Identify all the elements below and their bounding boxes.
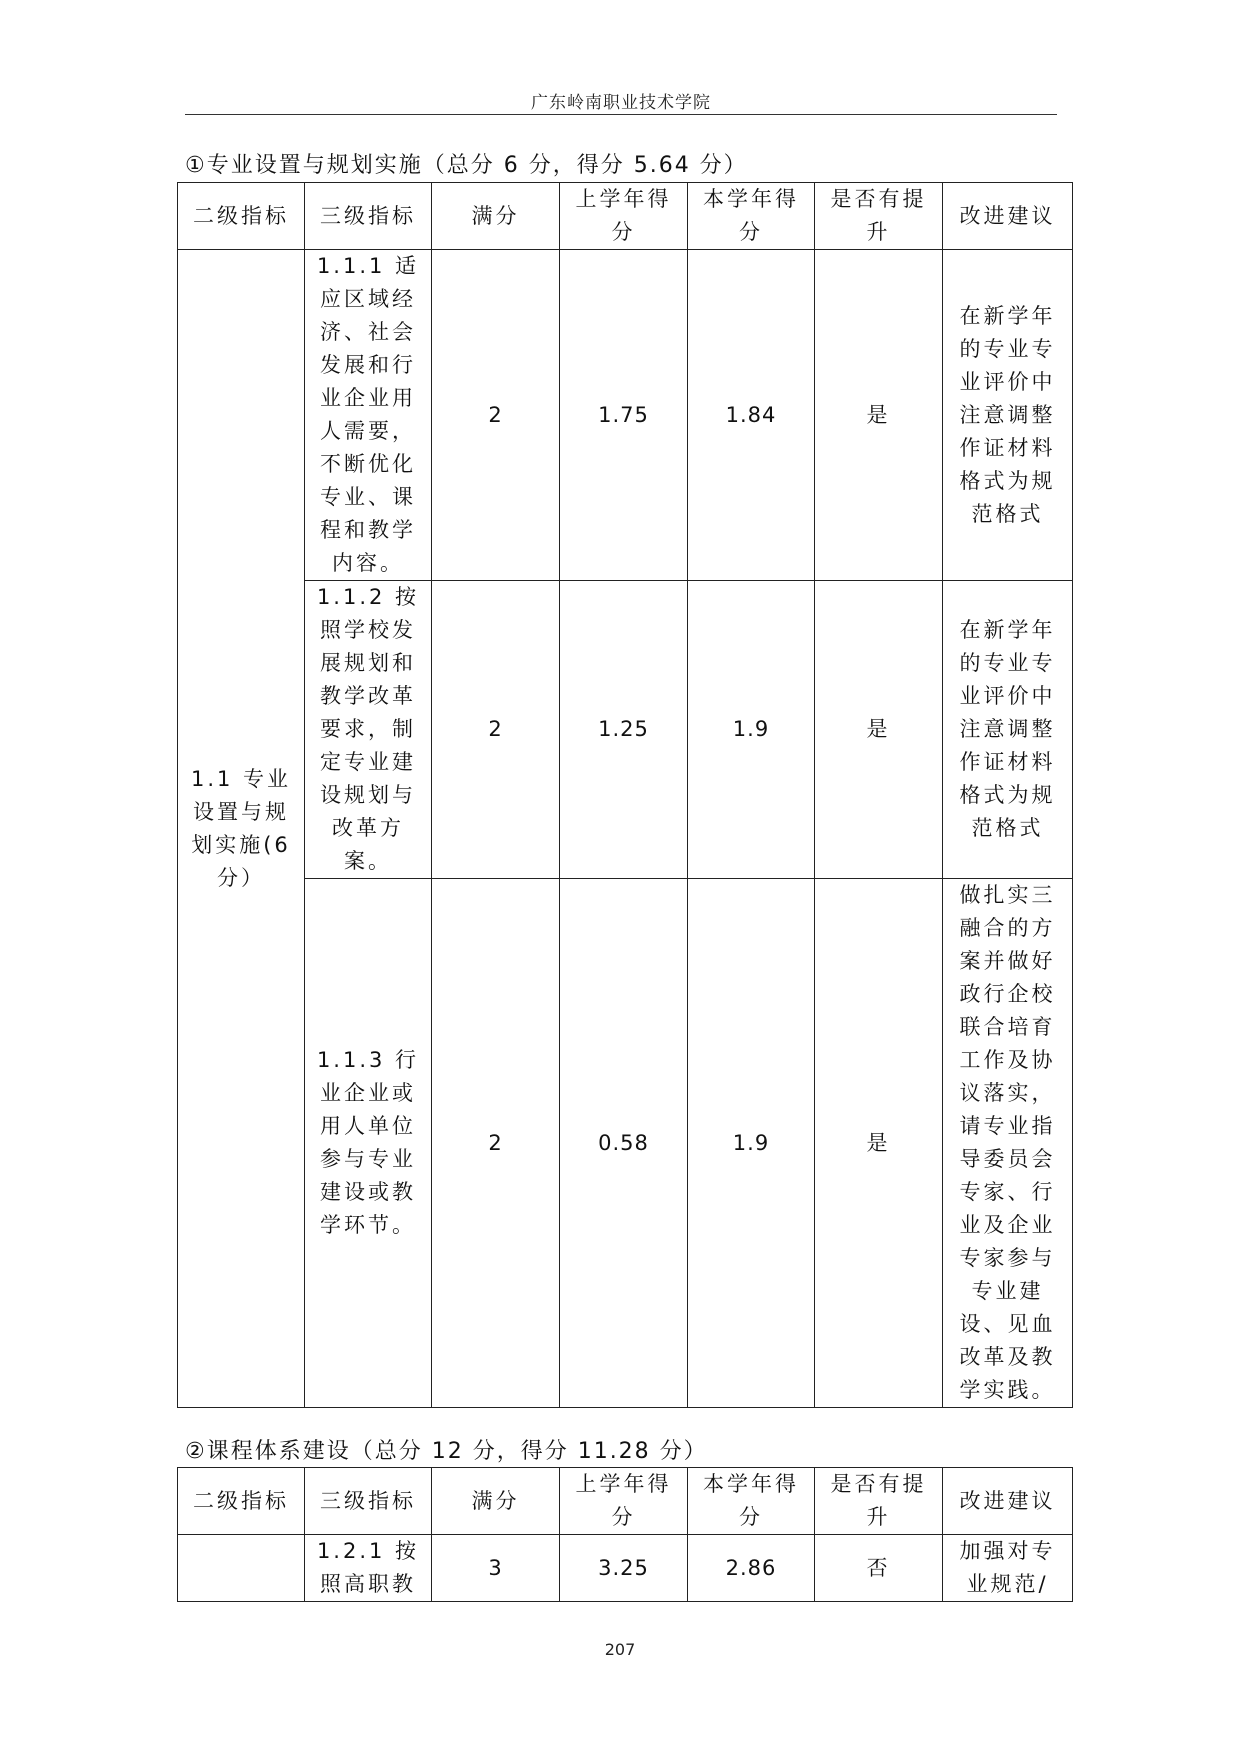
column-header: 二级指标 [178, 1468, 305, 1535]
column-header: 本学年得分 [688, 1468, 815, 1535]
page-number: 207 [604, 1640, 636, 1659]
column-header: 满分 [432, 183, 560, 250]
section-2-title: ②课程体系建设（总分 12 分，得分 11.28 分） [185, 1439, 708, 1464]
last-year-score: 0.58 [560, 879, 688, 1408]
column-header: 改进建议 [943, 183, 1073, 250]
last-year-score: 1.75 [560, 250, 688, 581]
column-header: 三级指标 [305, 183, 432, 250]
column-header: 上学年得分 [560, 183, 688, 250]
last-year-score: 1.25 [560, 581, 688, 879]
level3-indicator: 1.1.3 行业企业或用人单位参与专业建设或教学环节。 [305, 879, 432, 1408]
header-divider [185, 114, 1057, 115]
improved-flag: 是 [815, 250, 943, 581]
level3-indicator: 1.2.1 按照高职教 [305, 1535, 432, 1602]
column-header: 本学年得分 [688, 183, 815, 250]
improved-flag: 是 [815, 879, 943, 1408]
table-header-row [178, 183, 1073, 250]
section-2-table [177, 1467, 1073, 1602]
full-score: 3 [432, 1535, 560, 1602]
level3-indicator: 1.1.2 按照学校发展规划和教学改革要求，制定专业建设规划与改革方案。 [305, 581, 432, 879]
improvement-suggestion: 做扎实三融合的方案并做好政行企校联合培育工作及协议落实，请专业指导委员会专家、行业及企业专家参与专业建设、见血改革及教学实践。 [943, 879, 1073, 1408]
column-header: 三级指标 [305, 1468, 432, 1535]
table-header-row [178, 1468, 1073, 1535]
improved-flag: 否 [815, 1535, 943, 1602]
section-1-title: ①专业设置与规划实施（总分 6 分，得分 5.64 分） [185, 153, 748, 178]
level2-indicator: 1.1 专业设置与规划实施(6 分） [178, 250, 305, 1408]
column-header: 满分 [432, 1468, 560, 1535]
last-year-score: 3.25 [560, 1535, 688, 1602]
table-row [178, 1535, 1073, 1602]
level3-indicator: 1.1.1 适应区域经济、社会发展和行业企业用人需要，不断优化专业、课程和教学内容。 [305, 250, 432, 581]
level2-indicator [178, 1535, 305, 1602]
running-header: 广东岭南职业技术学院 [531, 93, 711, 113]
column-header: 改进建议 [943, 1468, 1073, 1535]
current-year-score: 2.86 [688, 1535, 815, 1602]
column-header: 二级指标 [178, 183, 305, 250]
column-header: 上学年得分 [560, 1468, 688, 1535]
full-score: 2 [432, 581, 560, 879]
improvement-suggestion: 在新学年的专业专业评价中注意调整作证材料格式为规范格式 [943, 250, 1073, 581]
table-row [178, 250, 1073, 581]
current-year-score: 1.9 [688, 581, 815, 879]
section-1-table [177, 182, 1073, 1408]
table-row [178, 879, 1073, 1408]
column-header: 是否有提升 [815, 1468, 943, 1535]
full-score: 2 [432, 250, 560, 581]
improved-flag: 是 [815, 581, 943, 879]
improvement-suggestion: 加强对专业规范/ [943, 1535, 1073, 1602]
full-score: 2 [432, 879, 560, 1408]
table-row [178, 581, 1073, 879]
column-header: 是否有提升 [815, 183, 943, 250]
improvement-suggestion: 在新学年的专业专业评价中注意调整作证材料格式为规范格式 [943, 581, 1073, 879]
current-year-score: 1.84 [688, 250, 815, 581]
current-year-score: 1.9 [688, 879, 815, 1408]
